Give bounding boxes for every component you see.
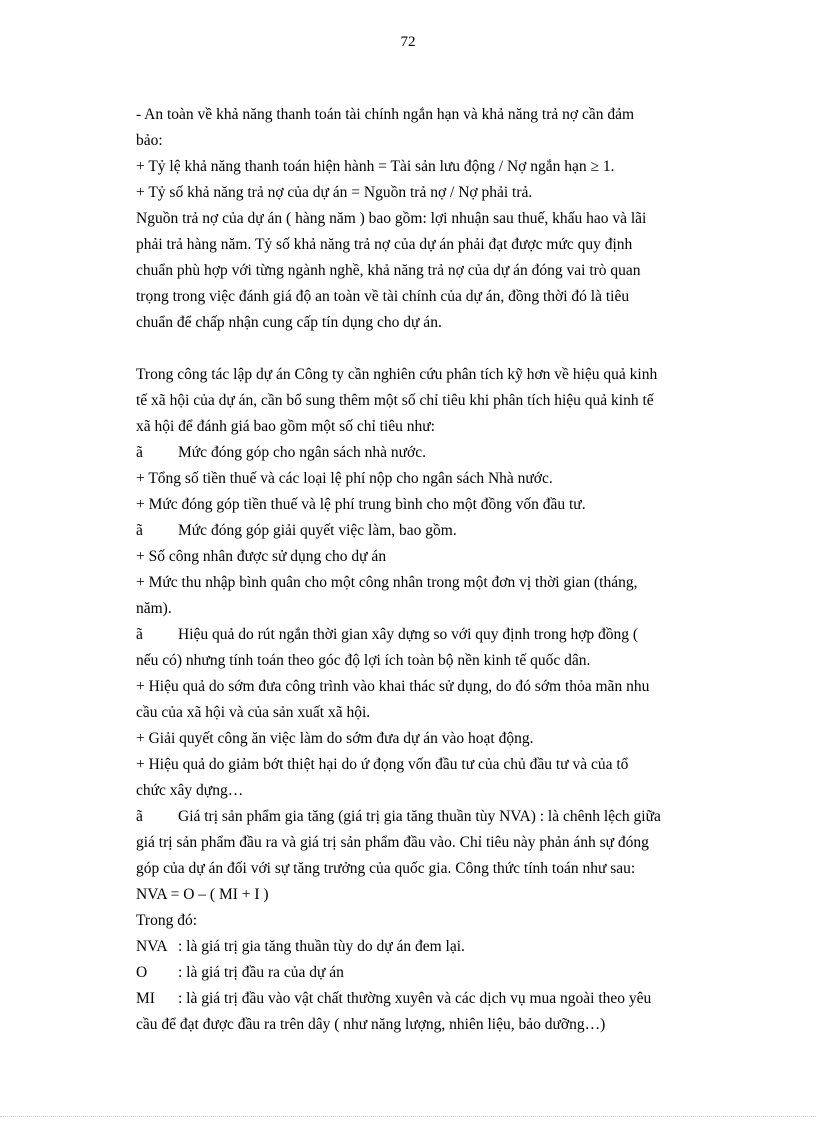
bullet-symbol: ã <box>136 444 143 461</box>
text-line: + Hiệu quả do sớm đưa công trình vào khai thác sử dụng, do đó sớm thỏa mãn nhu <box>136 678 650 695</box>
text-line: trọng trong việc đánh giá độ an toàn về tài chính của dự án, đồng thời đó là tiêu <box>136 288 630 305</box>
bullet-symbol: ã <box>136 522 143 539</box>
definition-term: O <box>136 964 148 981</box>
text-line: + Mức đóng góp tiền thuế và lệ phí trung bình cho một đồng vốn đầu tư. <box>136 496 586 513</box>
text-line: bảo: <box>136 132 163 149</box>
text-line: Trong đó: <box>136 912 198 929</box>
definition-term: NVA <box>136 938 168 955</box>
text-line: + Tỷ lệ khả năng thanh toán hiện hành = Tài sản lưu động / Nợ ngắn hạn ≥ 1. <box>136 158 615 175</box>
text-line: Nguồn trả nợ của dự án ( hàng năm ) bao gồm: lợi nhuận sau thuế, khấu hao và lãi <box>136 210 647 227</box>
definition-text: : là giá trị đầu vào vật chất thường xuyên và các dịch vụ mua ngoài theo yêu <box>178 990 652 1007</box>
text-line: + Tổng số tiền thuế và các loại lệ phí nộp cho ngân sách Nhà nước. <box>136 470 553 487</box>
definition-term: MI <box>136 990 155 1007</box>
text-line: + Giải quyết công ăn việc làm do sớm đưa dự án vào hoạt động. <box>136 730 534 747</box>
text-line: xã hội để đánh giá bao gồm một số chỉ tiêu như: <box>136 418 435 435</box>
bullet-text: Mức đóng góp cho ngân sách nhà nước. <box>178 444 426 461</box>
text-line: tế xã hội của dự án, cần bổ sung thêm một số chỉ tiêu khi phân tích hiệu quả kinh tế <box>136 392 654 409</box>
bullet-text: Mức đóng góp giải quyết việc làm, bao gồm. <box>178 522 457 539</box>
bullet-text: Giá trị sản phẩm gia tăng (giá trị gia tăng thuần tùy NVA) : là chênh lệch giữa <box>178 808 661 825</box>
text-line: góp của dự án đối với sự tăng trưởng của quốc gia. Công thức tính toán như sau: <box>136 860 636 877</box>
text-line: + Hiệu quả do giảm bớt thiệt hại do ứ đọng vốn đầu tư của chủ đầu tư và của tổ <box>136 756 629 773</box>
text-line: chuẩn để chấp nhận cung cấp tín dụng cho dự án. <box>136 314 442 331</box>
text-line: chuẩn phù hợp với từng ngành nghề, khả năng trả nợ của dự án đóng vai trò quan <box>136 262 641 279</box>
text-line: + Tỷ số khả năng trả nợ của dự án = Nguồn trả nợ / Nợ phải trả. <box>136 184 533 201</box>
definition-text: : là giá trị đầu ra của dự án <box>178 964 344 981</box>
text-line: cầu của xã hội và của sản xuất xã hội. <box>136 704 371 721</box>
definition-text: : là giá trị gia tăng thuần tùy do dự án đem lại. <box>178 938 465 955</box>
text-line: chức xây dựng… <box>136 782 244 799</box>
bullet-symbol: ã <box>136 808 143 825</box>
formula-line: NVA = O – ( MI + I ) <box>136 886 269 903</box>
page-bottom-divider <box>0 1116 816 1117</box>
bullet-text: Hiệu quả do rút ngắn thời gian xây dựng so với quy định trong hợp đồng ( <box>178 626 639 643</box>
text-line: năm). <box>136 600 172 617</box>
text-line: nếu có) nhưng tính toán theo góc độ lợi ích toàn bộ nền kinh tế quốc dân. <box>136 652 591 669</box>
text-line: + Mức thu nhập bình quân cho một công nhân trong một đơn vị thời gian (tháng, <box>136 574 638 591</box>
page-number: 72 <box>400 34 416 50</box>
text-line: + Số công nhân được sử dụng cho dự án <box>136 548 387 565</box>
text-line: Trong công tác lập dự án Công ty cần nghiên cứu phân tích kỹ hơn về hiệu quả kinh <box>136 366 658 383</box>
text-line: cầu để đạt được đầu ra trên dây ( như năng lượng, nhiên liệu, bảo dưỡng…) <box>136 1016 606 1033</box>
text-line: giá trị sản phẩm đầu ra và giá trị sản phẩm đầu vào. Chỉ tiêu này phản ánh sự đóng <box>136 834 649 851</box>
bullet-symbol: ã <box>136 626 143 643</box>
text-line: phải trả hàng năm. Tỷ số khả năng trả nợ của dự án phải đạt được mức quy định <box>136 236 633 253</box>
text-line: - An toàn về khả năng thanh toán tài chính ngắn hạn và khả năng trả nợ cần đảm <box>136 106 635 123</box>
